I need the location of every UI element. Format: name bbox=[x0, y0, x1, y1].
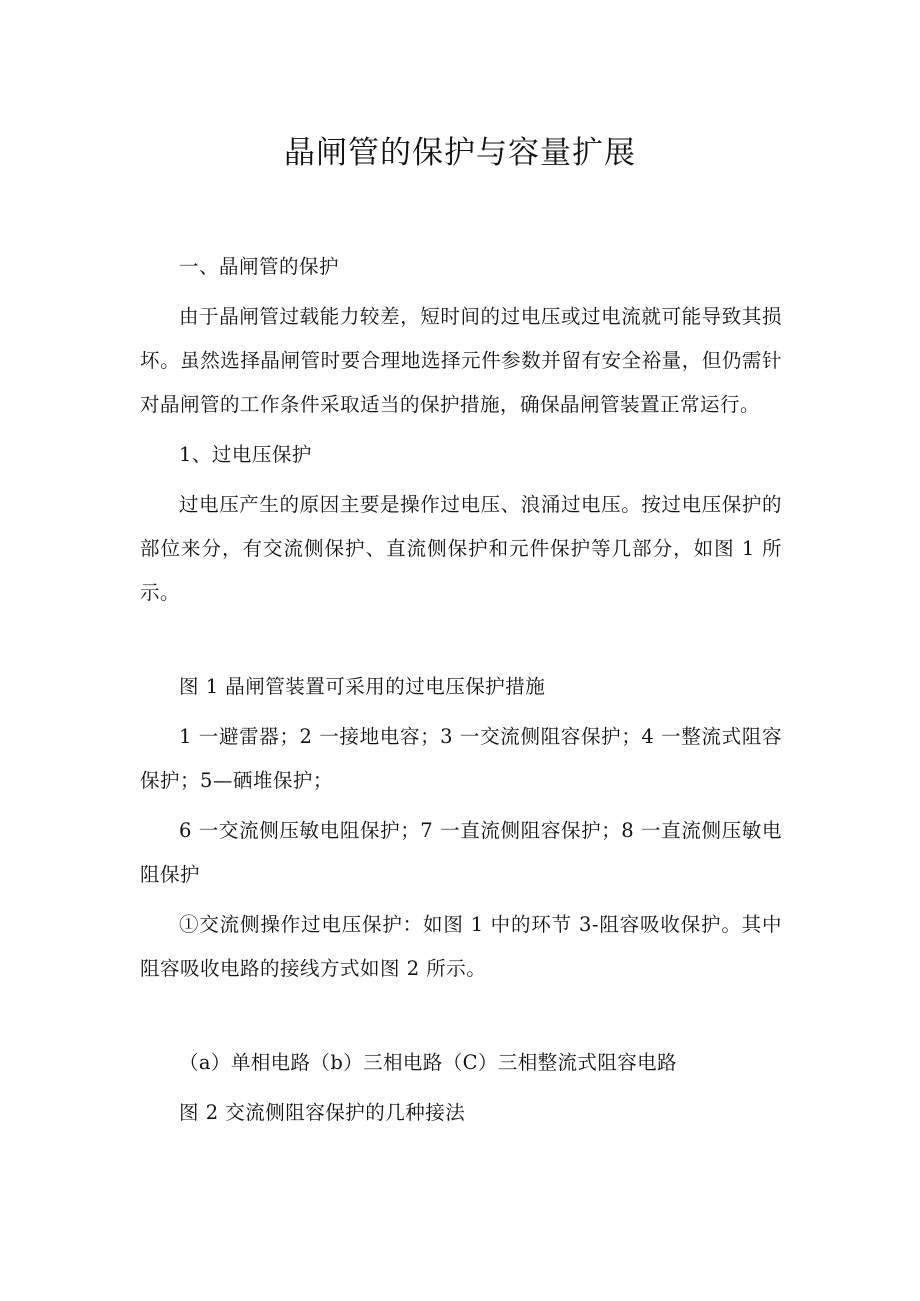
figure-1-placeholder bbox=[140, 621, 782, 665]
document-body bbox=[140, 245, 782, 1141]
figure-2-caption: 图 2 交流侧阻容保护的几种接法 bbox=[179, 1101, 466, 1124]
figure-2-placeholder bbox=[140, 997, 782, 1041]
figure-1-caption: 图 1 晶闸管装置可采用的过电压保护措施 bbox=[179, 675, 546, 698]
figure-1-legend-part-2: 6 一交流侧压敏电阻保护；7 一直流侧阻容保护；8 一直流侧压敏电阻保护 bbox=[140, 819, 782, 886]
paragraph-overvoltage: 过电压产生的原因主要是操作过电压、浪涌过电压。按过电压保护的部位来分，有交流侧保护、直流侧保护和元件保护等几部分，如图 1 所示。 bbox=[140, 493, 782, 604]
figure-1-legend-part-1: 1 一避雷器；2 一接地电容；3 一交流侧阻容保护；4 一整流式阻容保护；5—硒堆保护； bbox=[140, 725, 782, 792]
figure-2-subcaptions: （a）单相电路（b）三相电路（C）三相整流式阻容电路 bbox=[179, 1051, 677, 1074]
paragraph-intro: 由于晶闸管过载能力较差，短时间的过电压或过电流就可能导致其损坏。虽然选择晶闸管时要合理地选择元件参数并留有安全裕量，但仍需针对晶闸管的工作条件采取适当的保护措施，确保晶闸管装置正常运行。 bbox=[140, 305, 782, 416]
paragraph-ac-side-protection: ①交流侧操作过电压保护：如图 1 中的环节 3-阻容吸收保护。其中阻容吸收电路的接线方式如图 2 所示。 bbox=[140, 913, 782, 980]
subheading-overvoltage: 1、过电压保护 bbox=[179, 443, 312, 466]
document-title: 晶闸管的保护与容量扩展 bbox=[284, 135, 636, 171]
section-heading: 一、晶闸管的保护 bbox=[179, 255, 340, 278]
